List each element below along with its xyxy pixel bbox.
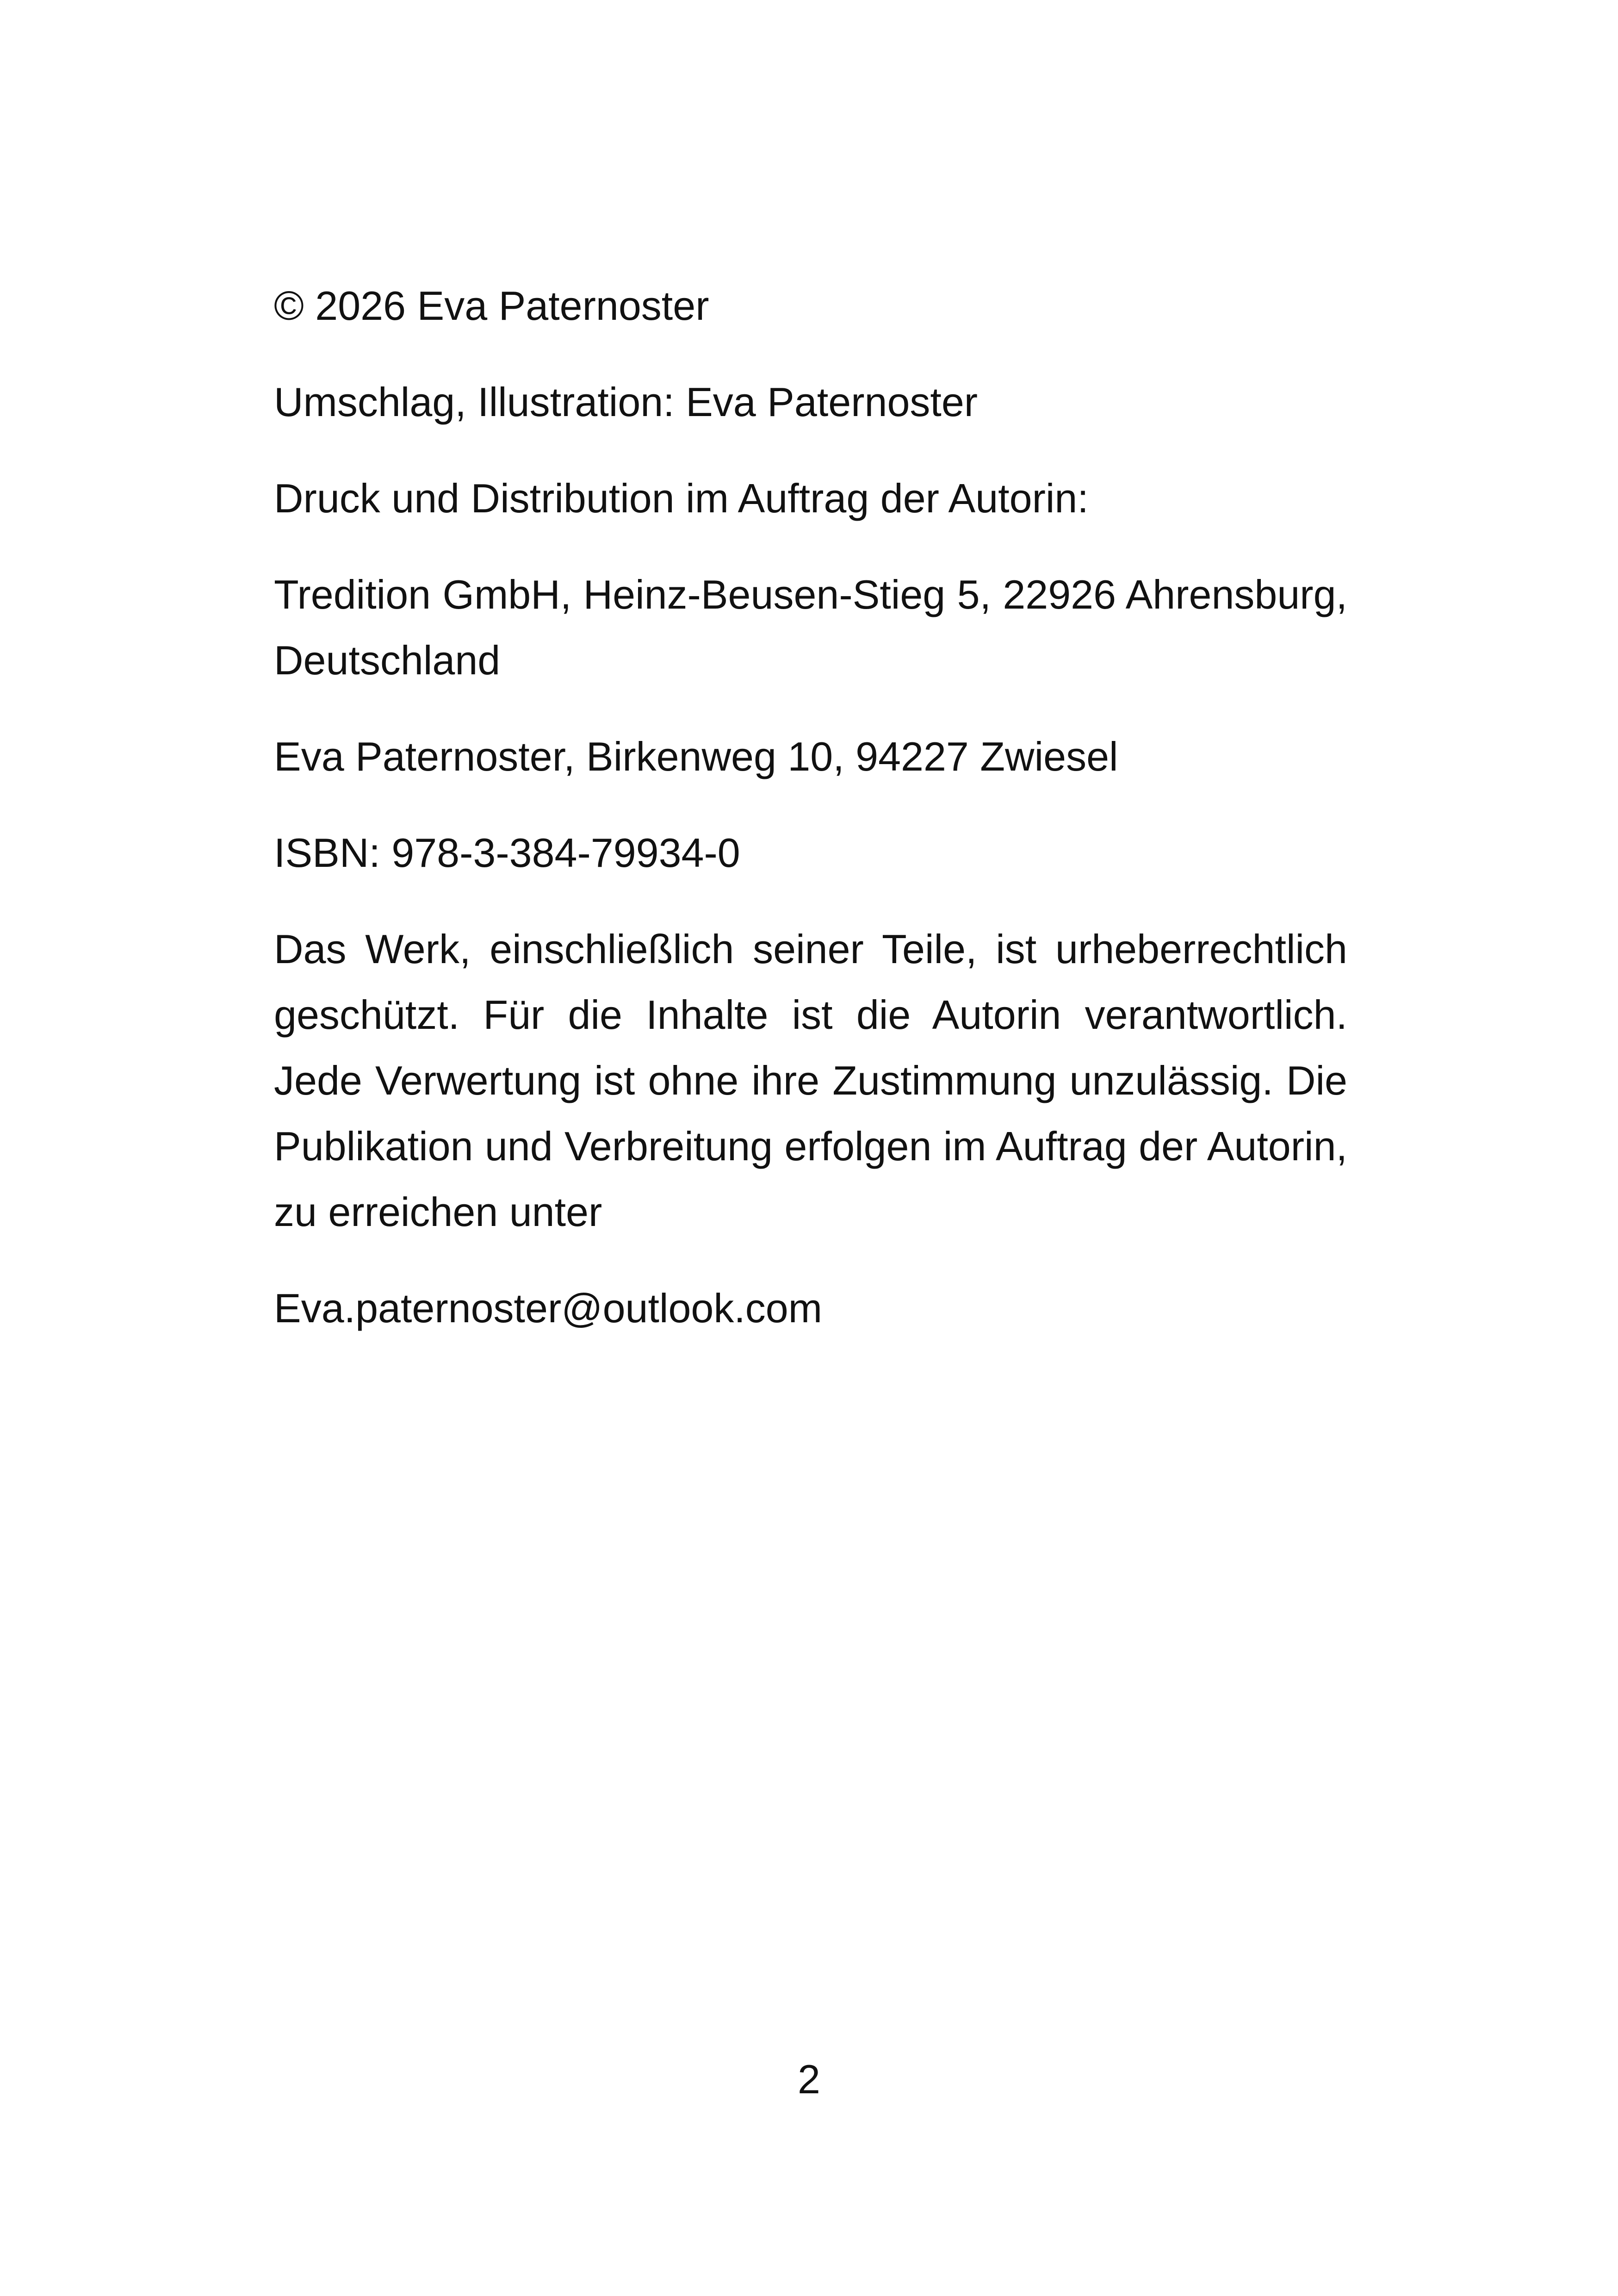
publisher-address: Tredition GmbH, Heinz-Beusen-Stieg 5, 22926 Ahrensburg, Deutschland (274, 572, 1347, 683)
imprint-block (274, 273, 1347, 1372)
page-number: 2 (798, 2056, 820, 2102)
rights-notice: Das Werk, einschließlich seiner Teile, ist urheberrechtlich geschützt. Für die Inhalte ist die Autorin verantwortlich. Jede Verwertung ist ohne ihre Zustimmung unzulässig. Die Publikation und Verbreitung erfolgen im Auftrag der Autorin, zu erreichen unter (274, 926, 1347, 1235)
cover-credit: Umschlag, Illustration: Eva Paternoster (274, 379, 978, 425)
printing-note: Druck und Distribution im Auftrag der Autorin: (274, 475, 1089, 521)
author-address: Eva Paternoster, Birkenweg 10, 94227 Zwiesel (274, 734, 1118, 779)
contact-email: Eva.paternoster@outlook.com (274, 1285, 823, 1331)
isbn-line: ISBN: 978-3-384-79934-0 (274, 830, 740, 876)
copyright-line: © 2026 Eva Paternoster (274, 283, 709, 329)
